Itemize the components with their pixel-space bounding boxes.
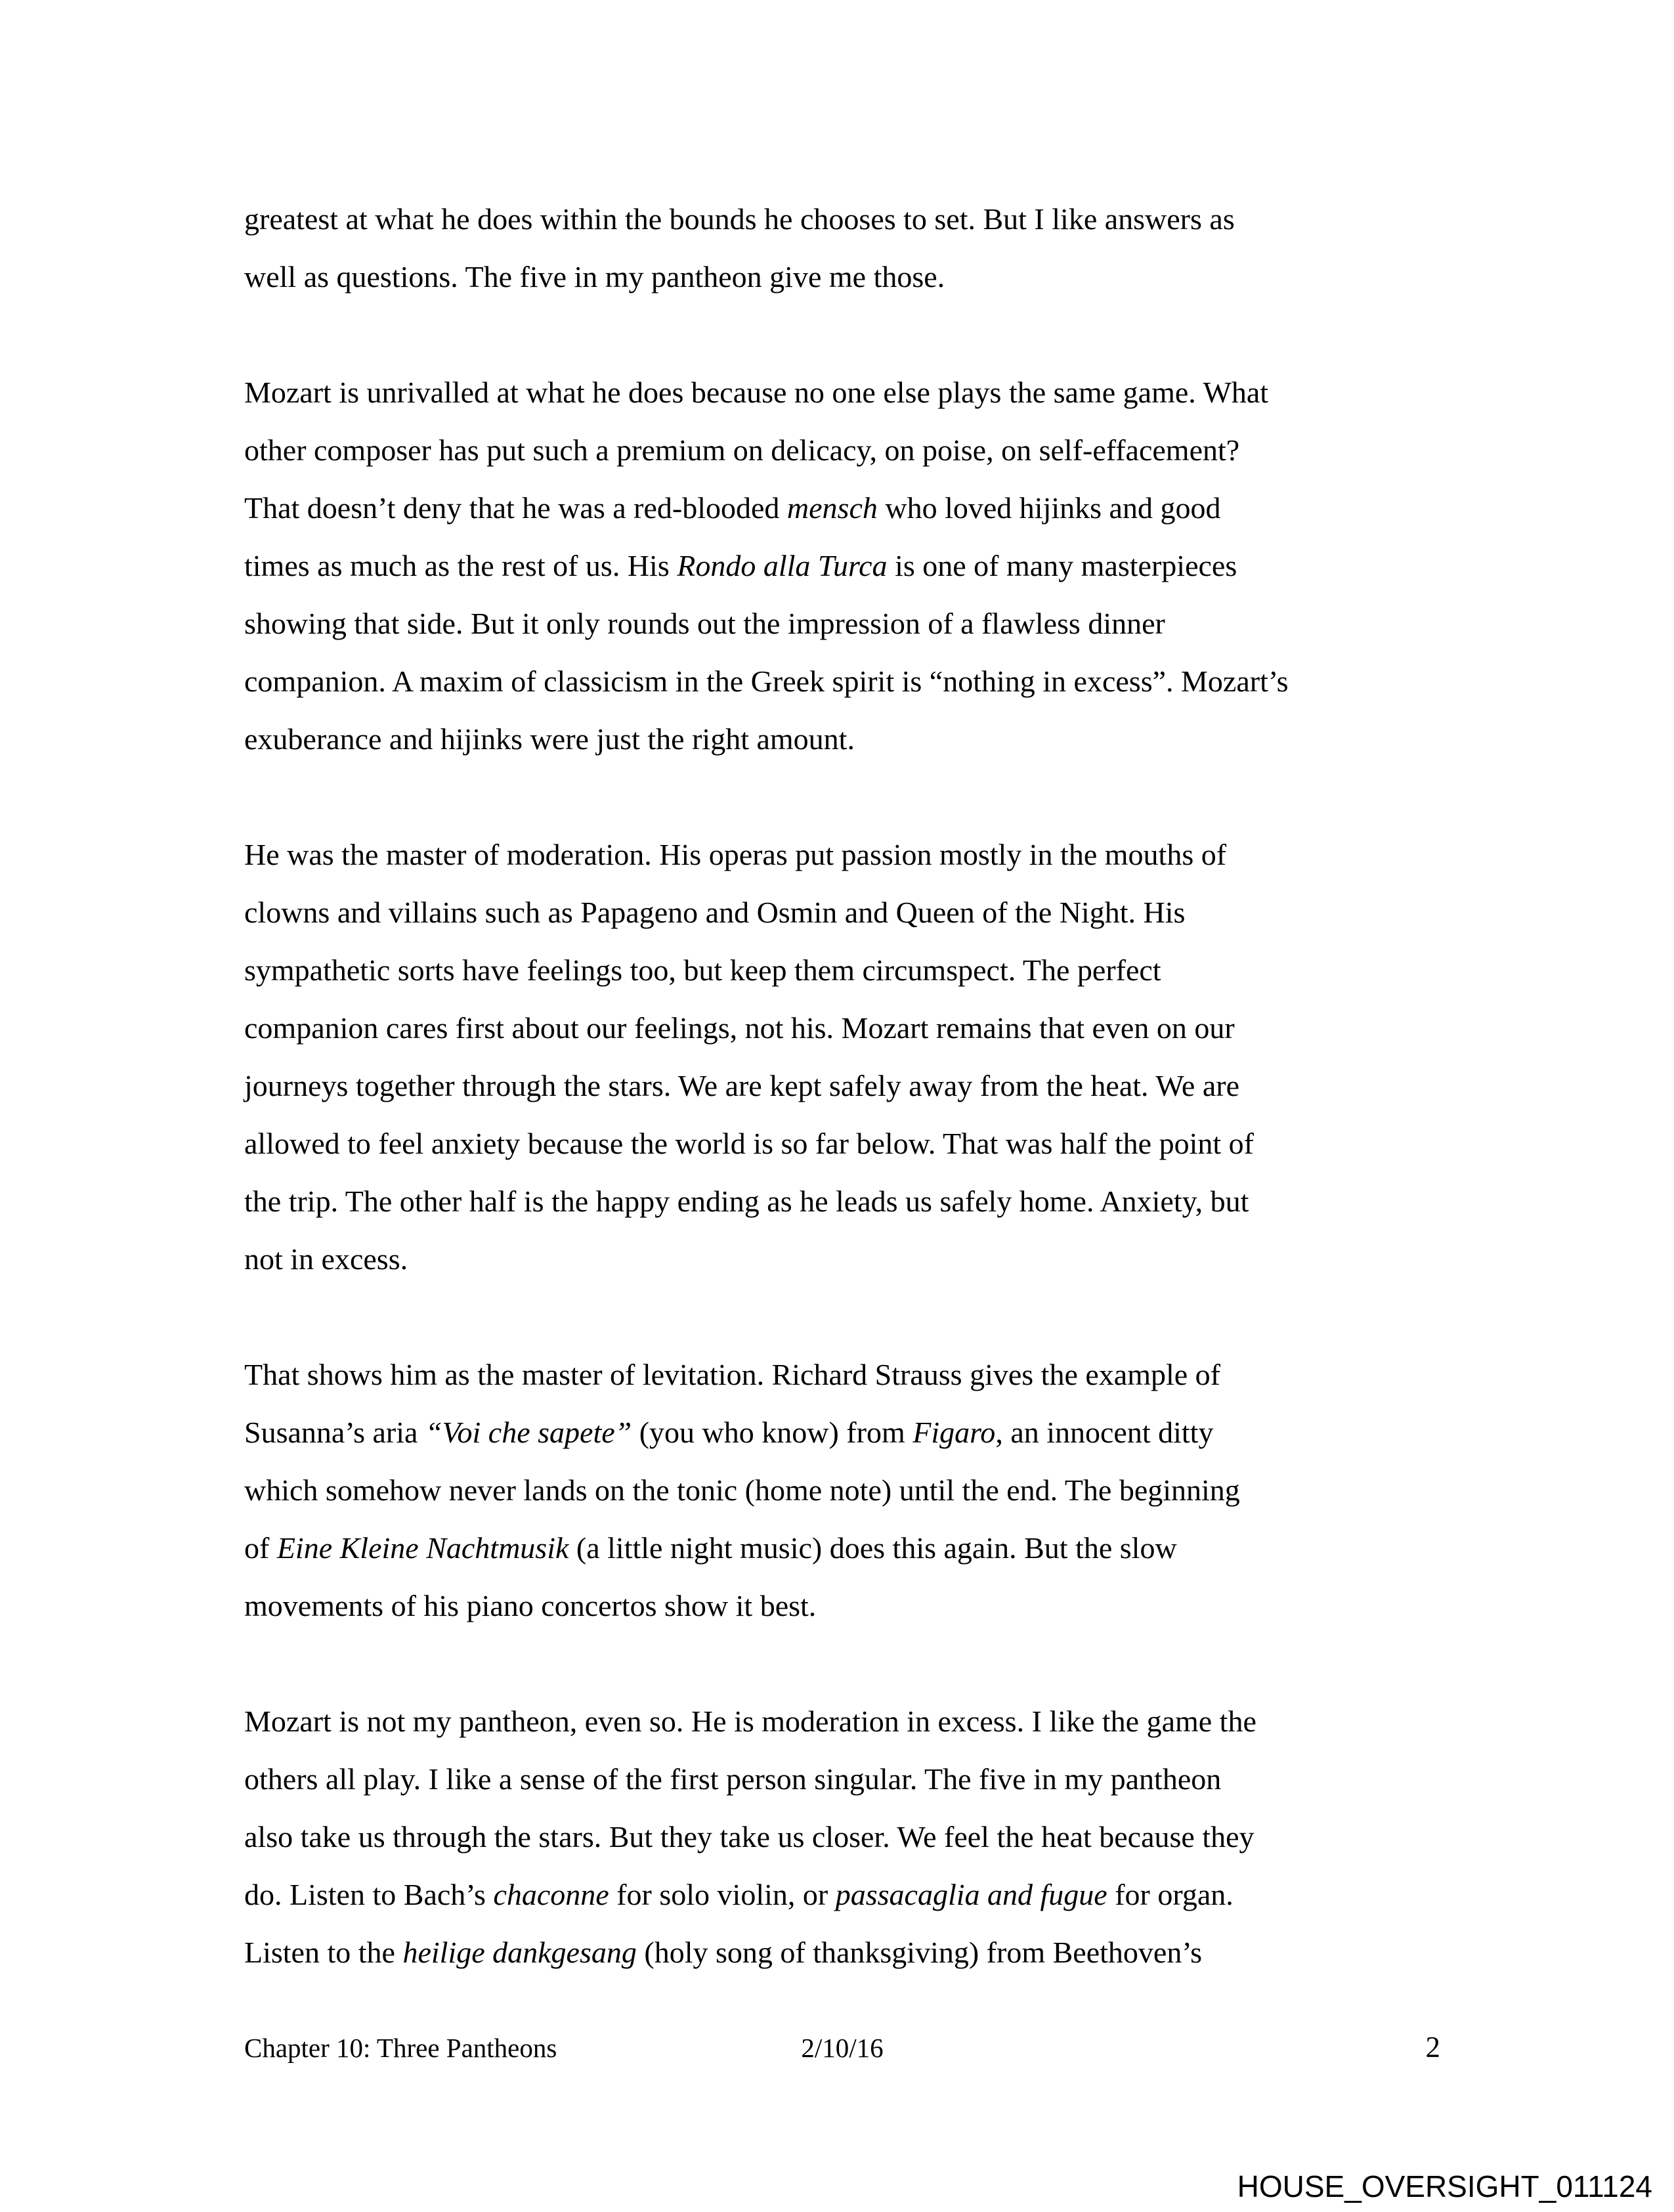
footer-page-number: 2 [1425, 2031, 1440, 2064]
footer [244, 2031, 1440, 2064]
text-run: the trip. The other half is the happy ending as he leads us safely home. Anxiety, but [244, 1184, 1249, 1218]
text-run: Susanna’s aria [244, 1416, 425, 1449]
text-line [244, 190, 1452, 248]
text-run: others all play. I like a sense of the first person singular. The five in my pantheon [244, 1762, 1222, 1796]
body-text [244, 190, 1452, 1982]
text-run: (holy song of thanksgiving) from Beethoven’s [636, 1936, 1202, 1969]
text-run: Mozart is not my pantheon, even so. He is moderation in excess. I like the game the [244, 1704, 1256, 1738]
italic-run: “Voi che sapete” [425, 1416, 632, 1449]
text-run: He was the master of moderation. His operas put passion mostly in the mouths of [244, 838, 1227, 871]
italic-run: chaconne [493, 1878, 609, 1911]
watermark-label: HOUSE_OVERSIGHT_011124 [1237, 2169, 1652, 2203]
italic-run: Eine Kleine Nachtmusik [276, 1531, 569, 1565]
text-run: companion. A maxim of classicism in the Greek spirit is “nothing in excess”. Mozart’s [244, 664, 1289, 698]
text-line [244, 1346, 1452, 1404]
text-run: is one of many masterpieces [887, 549, 1237, 582]
text-line [244, 942, 1452, 999]
text-run: who loved hijinks and good [877, 491, 1221, 525]
text-run: allowed to feel anxiety because the world is so far below. That was half the point of [244, 1127, 1254, 1160]
footer-date: 2/10/16 [801, 2033, 884, 2063]
text-line [244, 422, 1452, 479]
text-line [244, 1462, 1452, 1519]
paragraph [244, 1693, 1452, 1982]
text-run: not in excess. [244, 1242, 408, 1276]
text-line [244, 1924, 1452, 1982]
text-run: sympathetic sorts have feelings too, but keep them circumspect. The perfect [244, 953, 1161, 987]
italic-run: heilige dankgesang [402, 1936, 637, 1969]
text-line [244, 1750, 1452, 1808]
text-line [244, 826, 1452, 884]
text-line [244, 999, 1452, 1057]
text-line [244, 1519, 1452, 1577]
text-line [244, 248, 1452, 306]
paragraph [244, 190, 1452, 306]
text-line [244, 1866, 1452, 1924]
text-run: for organ. [1107, 1878, 1234, 1911]
text-line [244, 710, 1452, 768]
text-line [244, 537, 1452, 595]
text-run: clowns and villains such as Papageno and Osmin and Queen of the Night. His [244, 896, 1186, 929]
text-line [244, 479, 1452, 537]
text-run: greatest at what he does within the bounds he chooses to set. But I like answers as [244, 202, 1235, 236]
text-line [244, 1173, 1452, 1230]
text-run: well as questions. The five in my pantheon give me those. [244, 260, 945, 293]
text-line [244, 884, 1452, 942]
text-run: also take us through the stars. But they take us closer. We feel the heat because they [244, 1820, 1255, 1854]
text-line [244, 1577, 1452, 1635]
text-run: Mozart is unrivalled at what he does because no one else plays the same game. What [244, 376, 1269, 409]
paragraph [244, 1346, 1452, 1635]
text-run: of [244, 1531, 277, 1565]
text-run: (a little night music) does this again. But the slow [569, 1531, 1177, 1565]
text-line [244, 1057, 1452, 1115]
text-run: That doesn’t deny that he was a red-blooded [244, 491, 787, 525]
text-line [244, 1808, 1452, 1866]
text-line [244, 364, 1452, 422]
text-run: Listen to the [244, 1936, 403, 1969]
italic-run: Rondo alla Turca [677, 549, 888, 582]
text-line [244, 1115, 1452, 1173]
text-run: companion cares first about our feelings, not his. Mozart remains that even on our [244, 1011, 1235, 1045]
text-line [244, 1404, 1452, 1462]
paragraph [244, 826, 1452, 1288]
text-run: for solo violin, or [609, 1878, 836, 1911]
italic-run: mensch [786, 491, 878, 525]
text-run: showing that side. But it only rounds out the impression of a flawless dinner [244, 607, 1165, 640]
italic-run: passacaglia and fugue [835, 1878, 1107, 1911]
text-run: which somehow never lands on the tonic (home note) until the end. The beginning [244, 1473, 1240, 1507]
text-line [244, 1693, 1452, 1750]
text-run: , an innocent ditty [995, 1416, 1214, 1449]
text-line [244, 1230, 1452, 1288]
text-run: exuberance and hijinks were just the right amount. [244, 722, 855, 756]
footer-chapter-label: Chapter 10: Three Pantheons [244, 2033, 557, 2063]
paragraph [244, 364, 1452, 768]
text-run: journeys together through the stars. We are kept safely away from the heat. We are [244, 1069, 1240, 1102]
text-run: (you who know) from [632, 1416, 913, 1449]
text-run: do. Listen to Bach’s [244, 1878, 494, 1911]
text-run: other composer has put such a premium on delicacy, on poise, on self-effacement? [244, 433, 1240, 467]
text-run: times as much as the rest of us. His [244, 549, 677, 582]
text-run: That shows him as the master of levitation. Richard Strauss gives the example of [244, 1358, 1221, 1391]
italic-run: Figaro [912, 1416, 996, 1449]
text-run: movements of his piano concertos show it best. [244, 1589, 817, 1622]
text-line [244, 595, 1452, 653]
text-line [244, 653, 1452, 710]
